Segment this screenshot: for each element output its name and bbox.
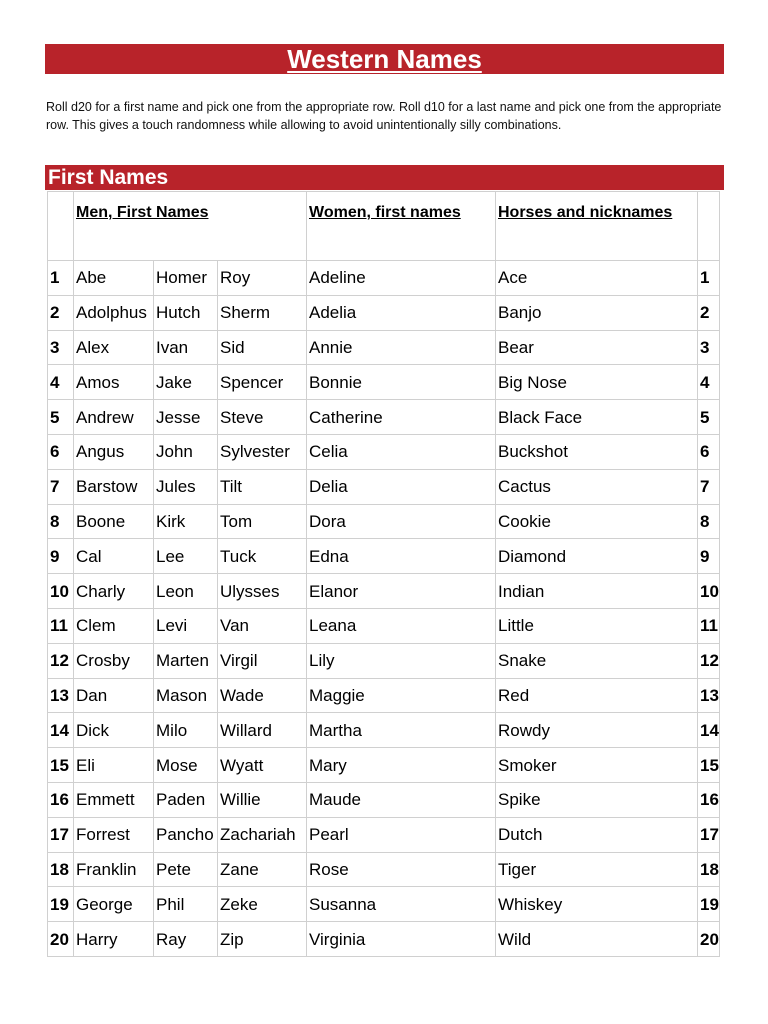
men-name-cell: Pancho [154, 817, 218, 852]
men-name-cell: Homer [154, 261, 218, 296]
men-name-cell: Zeke [218, 887, 307, 922]
men-name-cell: Sherm [218, 295, 307, 330]
row-number-right: 14 [698, 713, 720, 748]
horse-name-cell: Bear [496, 330, 698, 365]
men-name-cell: Ivan [154, 330, 218, 365]
row-number: 4 [48, 365, 74, 400]
men-name-cell: Eli [74, 748, 154, 783]
men-name-cell: Andrew [74, 400, 154, 435]
horse-name-cell: Buckshot [496, 434, 698, 469]
women-name-cell: Pearl [307, 817, 496, 852]
row-number: 3 [48, 330, 74, 365]
horse-name-cell: Cactus [496, 469, 698, 504]
men-name-cell: Marten [154, 643, 218, 678]
table-row [48, 504, 720, 539]
women-name-cell: Susanna [307, 887, 496, 922]
table-row [48, 852, 720, 887]
women-name-cell: Lily [307, 643, 496, 678]
women-name-cell: Martha [307, 713, 496, 748]
row-number-right: 6 [698, 434, 720, 469]
men-name-cell: Milo [154, 713, 218, 748]
horse-name-cell: Dutch [496, 817, 698, 852]
men-name-cell: Lee [154, 539, 218, 574]
row-number: 20 [48, 922, 74, 957]
row-number-right: 20 [698, 922, 720, 957]
women-column-header: Women, first names [309, 204, 461, 221]
men-name-cell: Ulysses [218, 574, 307, 609]
horse-name-cell: Red [496, 678, 698, 713]
men-name-cell: Cal [74, 539, 154, 574]
horse-name-cell: Spike [496, 782, 698, 817]
row-number-right: 15 [698, 748, 720, 783]
row-number: 16 [48, 782, 74, 817]
horse-name-cell: Big Nose [496, 365, 698, 400]
men-name-cell: Alex [74, 330, 154, 365]
row-number: 2 [48, 295, 74, 330]
men-name-cell: Franklin [74, 852, 154, 887]
table-row [48, 295, 720, 330]
men-name-cell: Paden [154, 782, 218, 817]
table-row [48, 713, 720, 748]
men-name-cell: Sid [218, 330, 307, 365]
horse-name-cell: Wild [496, 922, 698, 957]
women-name-cell: Adelia [307, 295, 496, 330]
intro-paragraph: Roll d20 for a first name and pick one from the appropriate row. Roll d10 for a last name and pick one from the appropriate row. This gives a touch randomness while allowing to avoid unintentionally silly combinations. [46, 100, 722, 132]
men-name-cell: Willie [218, 782, 307, 817]
men-name-cell: Clem [74, 608, 154, 643]
row-number-right: 3 [698, 330, 720, 365]
men-name-cell: Phil [154, 887, 218, 922]
men-name-cell: Mason [154, 678, 218, 713]
row-number: 15 [48, 748, 74, 783]
row-number: 7 [48, 469, 74, 504]
header-row [48, 192, 720, 261]
table-row [48, 261, 720, 296]
women-name-cell: Annie [307, 330, 496, 365]
row-number: 6 [48, 434, 74, 469]
men-name-cell: Boone [74, 504, 154, 539]
row-number-right: 5 [698, 400, 720, 435]
women-name-cell: Edna [307, 539, 496, 574]
men-name-cell: Jules [154, 469, 218, 504]
men-name-cell: Tuck [218, 539, 307, 574]
table-row [48, 469, 720, 504]
women-name-cell: Bonnie [307, 365, 496, 400]
names-table [47, 191, 720, 957]
men-column-header: Men, First Names [76, 204, 209, 221]
men-name-cell: Tilt [218, 469, 307, 504]
men-name-cell: Wyatt [218, 748, 307, 783]
men-name-cell: Hutch [154, 295, 218, 330]
horse-name-cell: Black Face [496, 400, 698, 435]
row-number-right: 13 [698, 678, 720, 713]
women-name-cell: Mary [307, 748, 496, 783]
men-name-cell: Steve [218, 400, 307, 435]
table-row [48, 643, 720, 678]
row-number: 1 [48, 261, 74, 296]
horse-name-cell: Cookie [496, 504, 698, 539]
men-name-cell: Van [218, 608, 307, 643]
women-name-cell: Dora [307, 504, 496, 539]
row-number: 5 [48, 400, 74, 435]
row-number: 8 [48, 504, 74, 539]
men-name-cell: Leon [154, 574, 218, 609]
men-name-cell: Jake [154, 365, 218, 400]
men-name-cell: Emmett [74, 782, 154, 817]
men-name-cell: Zip [218, 922, 307, 957]
men-name-cell: Dick [74, 713, 154, 748]
row-number: 19 [48, 887, 74, 922]
men-name-cell: Tom [218, 504, 307, 539]
table-row [48, 922, 720, 957]
men-name-cell: George [74, 887, 154, 922]
women-name-cell: Rose [307, 852, 496, 887]
row-number: 14 [48, 713, 74, 748]
men-name-cell: Levi [154, 608, 218, 643]
table-row [48, 678, 720, 713]
row-number: 10 [48, 574, 74, 609]
horse-name-cell: Diamond [496, 539, 698, 574]
men-name-cell: Crosby [74, 643, 154, 678]
men-name-cell: Charly [74, 574, 154, 609]
women-name-cell: Elanor [307, 574, 496, 609]
horse-name-cell: Tiger [496, 852, 698, 887]
women-name-cell: Adeline [307, 261, 496, 296]
table-row [48, 782, 720, 817]
row-number-right: 8 [698, 504, 720, 539]
row-number-right: 11 [698, 608, 720, 643]
horse-name-cell: Smoker [496, 748, 698, 783]
table-row [48, 887, 720, 922]
horse-name-cell: Snake [496, 643, 698, 678]
men-name-cell: Ray [154, 922, 218, 957]
horse-name-cell: Little [496, 608, 698, 643]
row-number-right: 12 [698, 643, 720, 678]
women-name-cell: Catherine [307, 400, 496, 435]
table-row [48, 574, 720, 609]
row-number-right: 18 [698, 852, 720, 887]
row-number: 9 [48, 539, 74, 574]
table-row [48, 539, 720, 574]
horse-name-cell: Banjo [496, 295, 698, 330]
row-number-right: 19 [698, 887, 720, 922]
row-number: 13 [48, 678, 74, 713]
row-number-right: 7 [698, 469, 720, 504]
men-name-cell: Zane [218, 852, 307, 887]
row-number-right: 10 [698, 574, 720, 609]
men-name-cell: Roy [218, 261, 307, 296]
table-row [48, 330, 720, 365]
table-row [48, 608, 720, 643]
table-row [48, 365, 720, 400]
horse-name-cell: Rowdy [496, 713, 698, 748]
women-name-cell: Virginia [307, 922, 496, 957]
row-number-right: 4 [698, 365, 720, 400]
page-title: Western Names [287, 44, 482, 74]
horses-column-header: Horses and nicknames [498, 204, 673, 221]
women-name-cell: Celia [307, 434, 496, 469]
row-number-right: 16 [698, 782, 720, 817]
men-name-cell: John [154, 434, 218, 469]
men-name-cell: Sylvester [218, 434, 307, 469]
row-number: 12 [48, 643, 74, 678]
section-banner [45, 165, 724, 190]
men-name-cell: Willard [218, 713, 307, 748]
men-name-cell: Kirk [154, 504, 218, 539]
women-name-cell: Leana [307, 608, 496, 643]
horse-name-cell: Ace [496, 261, 698, 296]
men-name-cell: Abe [74, 261, 154, 296]
row-number-right: 9 [698, 539, 720, 574]
men-name-cell: Wade [218, 678, 307, 713]
row-number-right: 17 [698, 817, 720, 852]
table-row [48, 748, 720, 783]
women-name-cell: Maude [307, 782, 496, 817]
women-name-cell: Maggie [307, 678, 496, 713]
men-name-cell: Forrest [74, 817, 154, 852]
men-name-cell: Jesse [154, 400, 218, 435]
table-row [48, 817, 720, 852]
row-number: 11 [48, 608, 74, 643]
men-name-cell: Harry [74, 922, 154, 957]
title-banner [45, 44, 724, 74]
section-title: First Names [48, 166, 169, 189]
men-name-cell: Mose [154, 748, 218, 783]
row-number-right: 1 [698, 261, 720, 296]
men-name-cell: Amos [74, 365, 154, 400]
men-name-cell: Pete [154, 852, 218, 887]
row-number: 17 [48, 817, 74, 852]
men-name-cell: Zachariah [218, 817, 307, 852]
women-name-cell: Delia [307, 469, 496, 504]
row-number: 18 [48, 852, 74, 887]
horse-name-cell: Whiskey [496, 887, 698, 922]
men-name-cell: Adolphus [74, 295, 154, 330]
men-name-cell: Spencer [218, 365, 307, 400]
men-name-cell: Dan [74, 678, 154, 713]
men-name-cell: Angus [74, 434, 154, 469]
table-row [48, 434, 720, 469]
men-name-cell: Virgil [218, 643, 307, 678]
table-row [48, 400, 720, 435]
men-name-cell: Barstow [74, 469, 154, 504]
row-number-right: 2 [698, 295, 720, 330]
horse-name-cell: Indian [496, 574, 698, 609]
